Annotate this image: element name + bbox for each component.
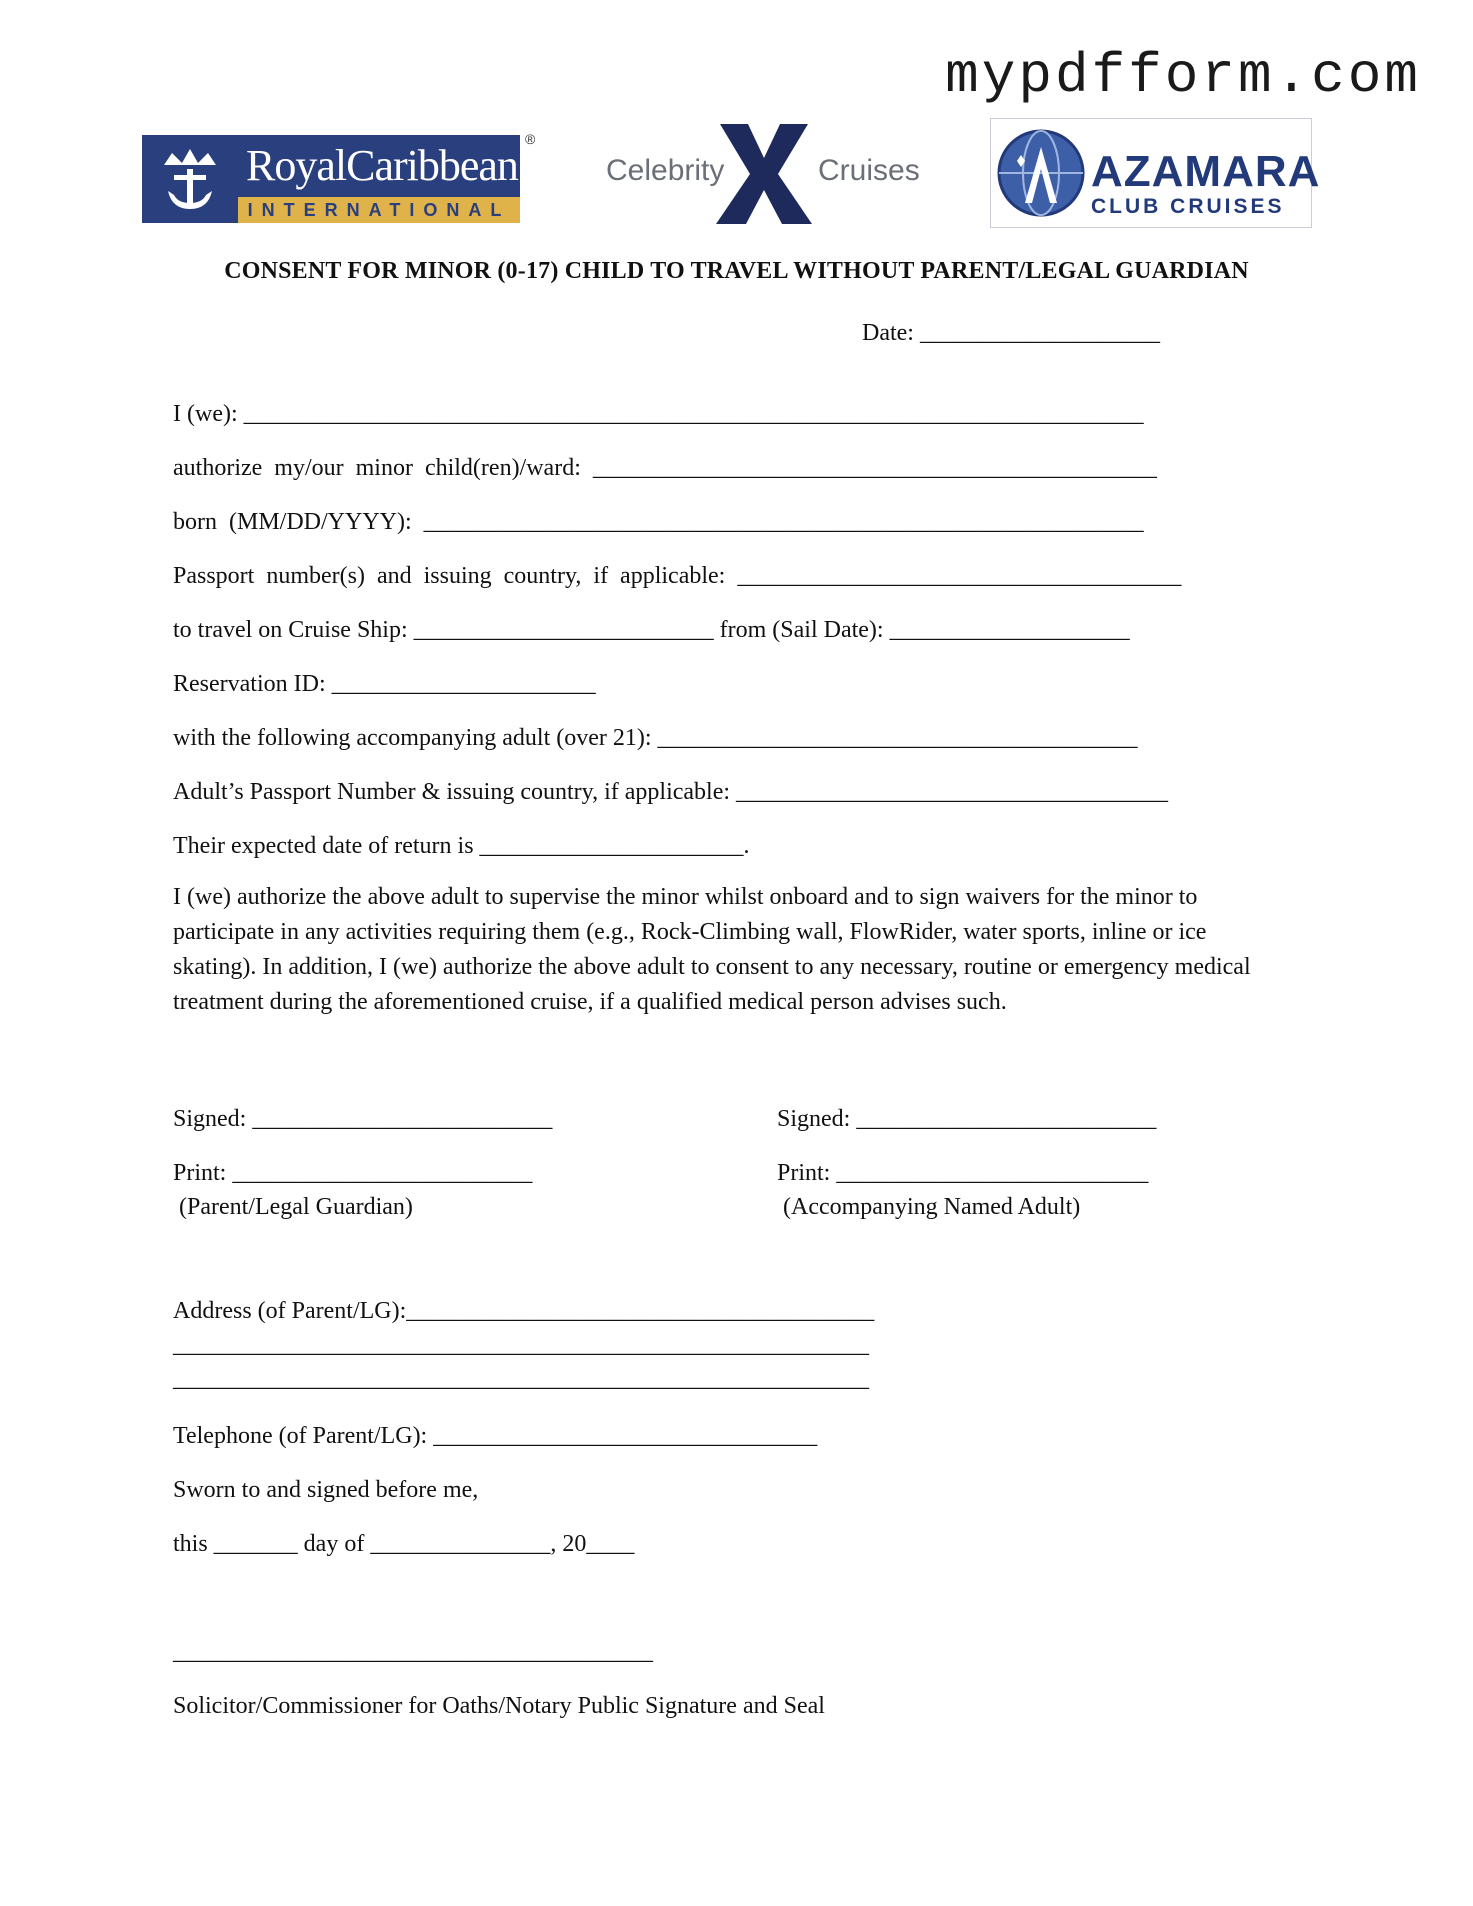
crown-anchor-icon: [142, 135, 238, 223]
rc-brand-name: RoyalCaribbean: [238, 135, 520, 197]
parent-print-field[interactable]: Print: _________________________: [173, 1160, 533, 1186]
notary-signature-line[interactable]: ________________________________________: [173, 1639, 653, 1665]
return-date-field[interactable]: Their expected date of return is ______________________.: [173, 833, 750, 859]
date-field[interactable]: Date: ____________________: [862, 320, 1160, 346]
adult-role-label: (Accompanying Named Adult): [777, 1194, 1081, 1220]
notary-label: Solicitor/Commissioner for Oaths/Notary Public Signature and Seal: [173, 1693, 825, 1719]
cruises-word: Cruises: [818, 154, 920, 187]
reservation-id-field[interactable]: Reservation ID: ______________________: [173, 671, 596, 697]
sworn-statement: Sworn to and signed before me,: [173, 1477, 479, 1503]
birth-date-field[interactable]: born (MM/DD/YYYY): ____________________________________________________________: [173, 509, 1144, 535]
azamara-logo: [990, 118, 1321, 228]
adult-signature-field[interactable]: Signed: _________________________: [777, 1106, 1157, 1132]
rc-brand-sub: INTERNATIONAL: [238, 197, 520, 223]
parent-signature-field[interactable]: Signed: _________________________: [173, 1106, 553, 1132]
minor-passport-field[interactable]: Passport number(s) and issuing country, if applicable: _____________________________________: [173, 563, 1182, 589]
minor-name-field[interactable]: authorize my/our minor child(ren)/ward: _______________________________________________: [173, 455, 1157, 481]
globe-icon: [995, 125, 1087, 221]
royal-caribbean-logo: [142, 131, 538, 223]
azamara-sub: CLUB CRUISES: [1091, 195, 1285, 218]
watermark: mypdfform.com: [945, 44, 1421, 108]
address-line-3[interactable]: __________________________________________________________: [173, 1366, 869, 1392]
registered-mark: ®: [525, 131, 536, 147]
adult-passport-field[interactable]: Adult’s Passport Number & issuing country, if applicable: ____________________________________: [173, 779, 1169, 805]
ship-sail-date-field[interactable]: to travel on Cruise Ship: _________________________ from (Sail Date): ____________________: [173, 617, 1130, 643]
adult-print-field[interactable]: Print: __________________________: [777, 1160, 1149, 1186]
azamara-name: AZAMARA: [1091, 147, 1321, 196]
celebrity-cruises-logo: [600, 124, 930, 224]
telephone-field[interactable]: Telephone (of Parent/LG): ________________________________: [173, 1423, 818, 1449]
parent-role-label: (Parent/Legal Guardian): [173, 1194, 413, 1220]
authorization-paragraph: I (we) authorize the above adult to supervise the minor whilst onboard and to sign waivers for the minor to participate in any activities requiring them (e.g., Rock-Climbing wall, FlowRider, water sports, inline or ice skating). In addition, I (we) authorize the above adult to consent to any necessary, routine or emergency medical treatment during the aforementioned cruise, if a qualified medical person advises such.: [173, 884, 1251, 1015]
address-line-2[interactable]: __________________________________________________________: [173, 1332, 869, 1358]
sworn-date-field[interactable]: this _______ day of _______________, 20____: [173, 1531, 635, 1557]
parent-name-field[interactable]: I (we): ___________________________________________________________________________: [173, 401, 1144, 427]
address-field[interactable]: Address (of Parent/LG):_______________________________________: [173, 1298, 875, 1324]
accompanying-adult-field[interactable]: with the following accompanying adult (over 21): ________________________________________: [173, 725, 1138, 751]
x-mark-icon: [712, 124, 816, 224]
form-title: CONSENT FOR MINOR (0-17) CHILD TO TRAVEL WITHOUT PARENT/LEGAL GUARDIAN: [224, 258, 1249, 284]
celebrity-word: Celebrity: [606, 154, 725, 187]
